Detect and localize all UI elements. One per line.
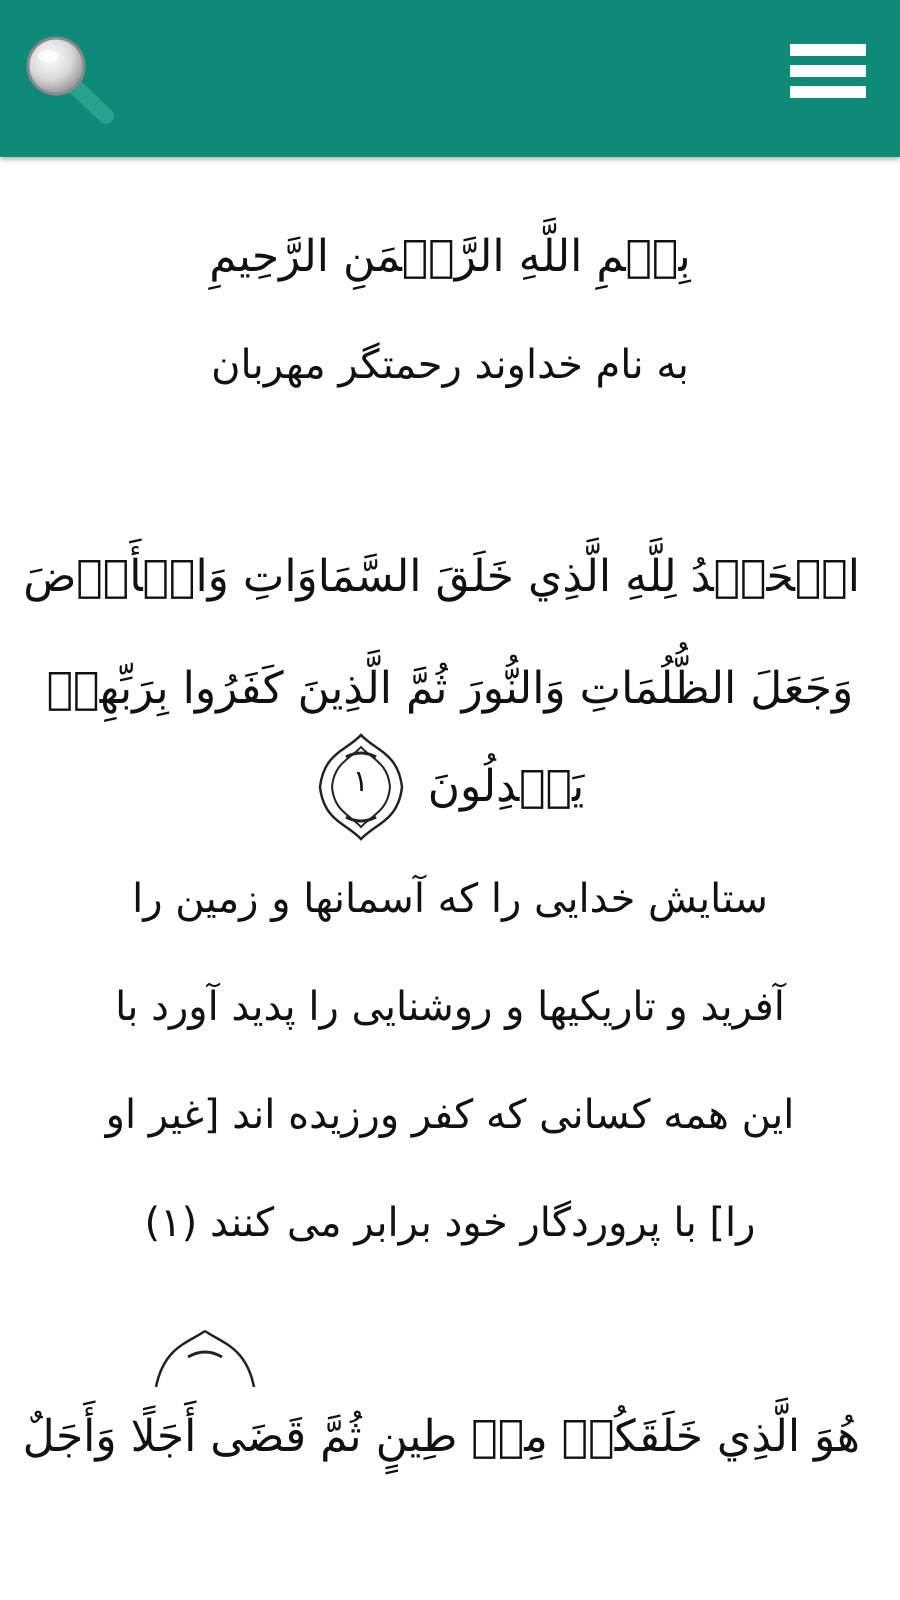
ayah-ornament-icon [150, 1327, 260, 1387]
menu-button[interactable] [785, 40, 875, 110]
search-icon [20, 30, 120, 130]
reading-pane[interactable] [0, 157, 900, 1567]
verse-2-arabic-line-1: هُوَ الَّذِي خَلَقَكُمۡ مِنۡ طِينٍ ثُمَّ قَضَى أَجَلًا وَأَجَلٌ [22, 1411, 860, 1462]
verse-1-arabic-line-2: وَجَعَلَ الظُّلُمَاتِ وَالنُّورَ ثُمَّ الَّذِينَ كَفَرُوا بِرَبِّهِمۡ [46, 663, 854, 714]
bottom-edge [0, 1567, 900, 1600]
verse-1-arabic-line-1: الۡحَمۡدُ لِلَّهِ الَّذِي خَلَقَ السَّمَاوَاتِ وَالۡأَرۡضَ [23, 551, 860, 602]
bismillah-persian: به نام خداوند رحمتگر مهربان [211, 342, 689, 388]
search-button[interactable] [20, 30, 120, 130]
verse-1-persian-line-4: را] با پروردگار خود برابر می کنند (۱) [144, 1200, 756, 1246]
ayah-number: ١ [352, 764, 369, 799]
bismillah-arabic: بِسۡمِ اللَّهِ الرَّحۡمَنِ الرَّحِيمِ [209, 231, 691, 282]
verse-1-persian-line-1: ستایش خدایی را که آسمانها و زمین را [132, 876, 768, 922]
app-toolbar [0, 0, 900, 157]
verse-1-persian-line-2: آفرید و تاریکیها و روشنایی را پدید آورد با [115, 984, 785, 1030]
verse-1-arabic-end: يَعۡدِلُونَ [427, 761, 585, 812]
hamburger-menu-icon [785, 40, 875, 110]
ayah-number-marker [316, 731, 406, 843]
verse-1-persian-line-3: این همه کسانی که کفر ورزیده اند [غیر او [105, 1092, 795, 1138]
ayah-number-marker-partial [150, 1327, 260, 1387]
verse-1-arabic-line-3 [40, 731, 860, 843]
